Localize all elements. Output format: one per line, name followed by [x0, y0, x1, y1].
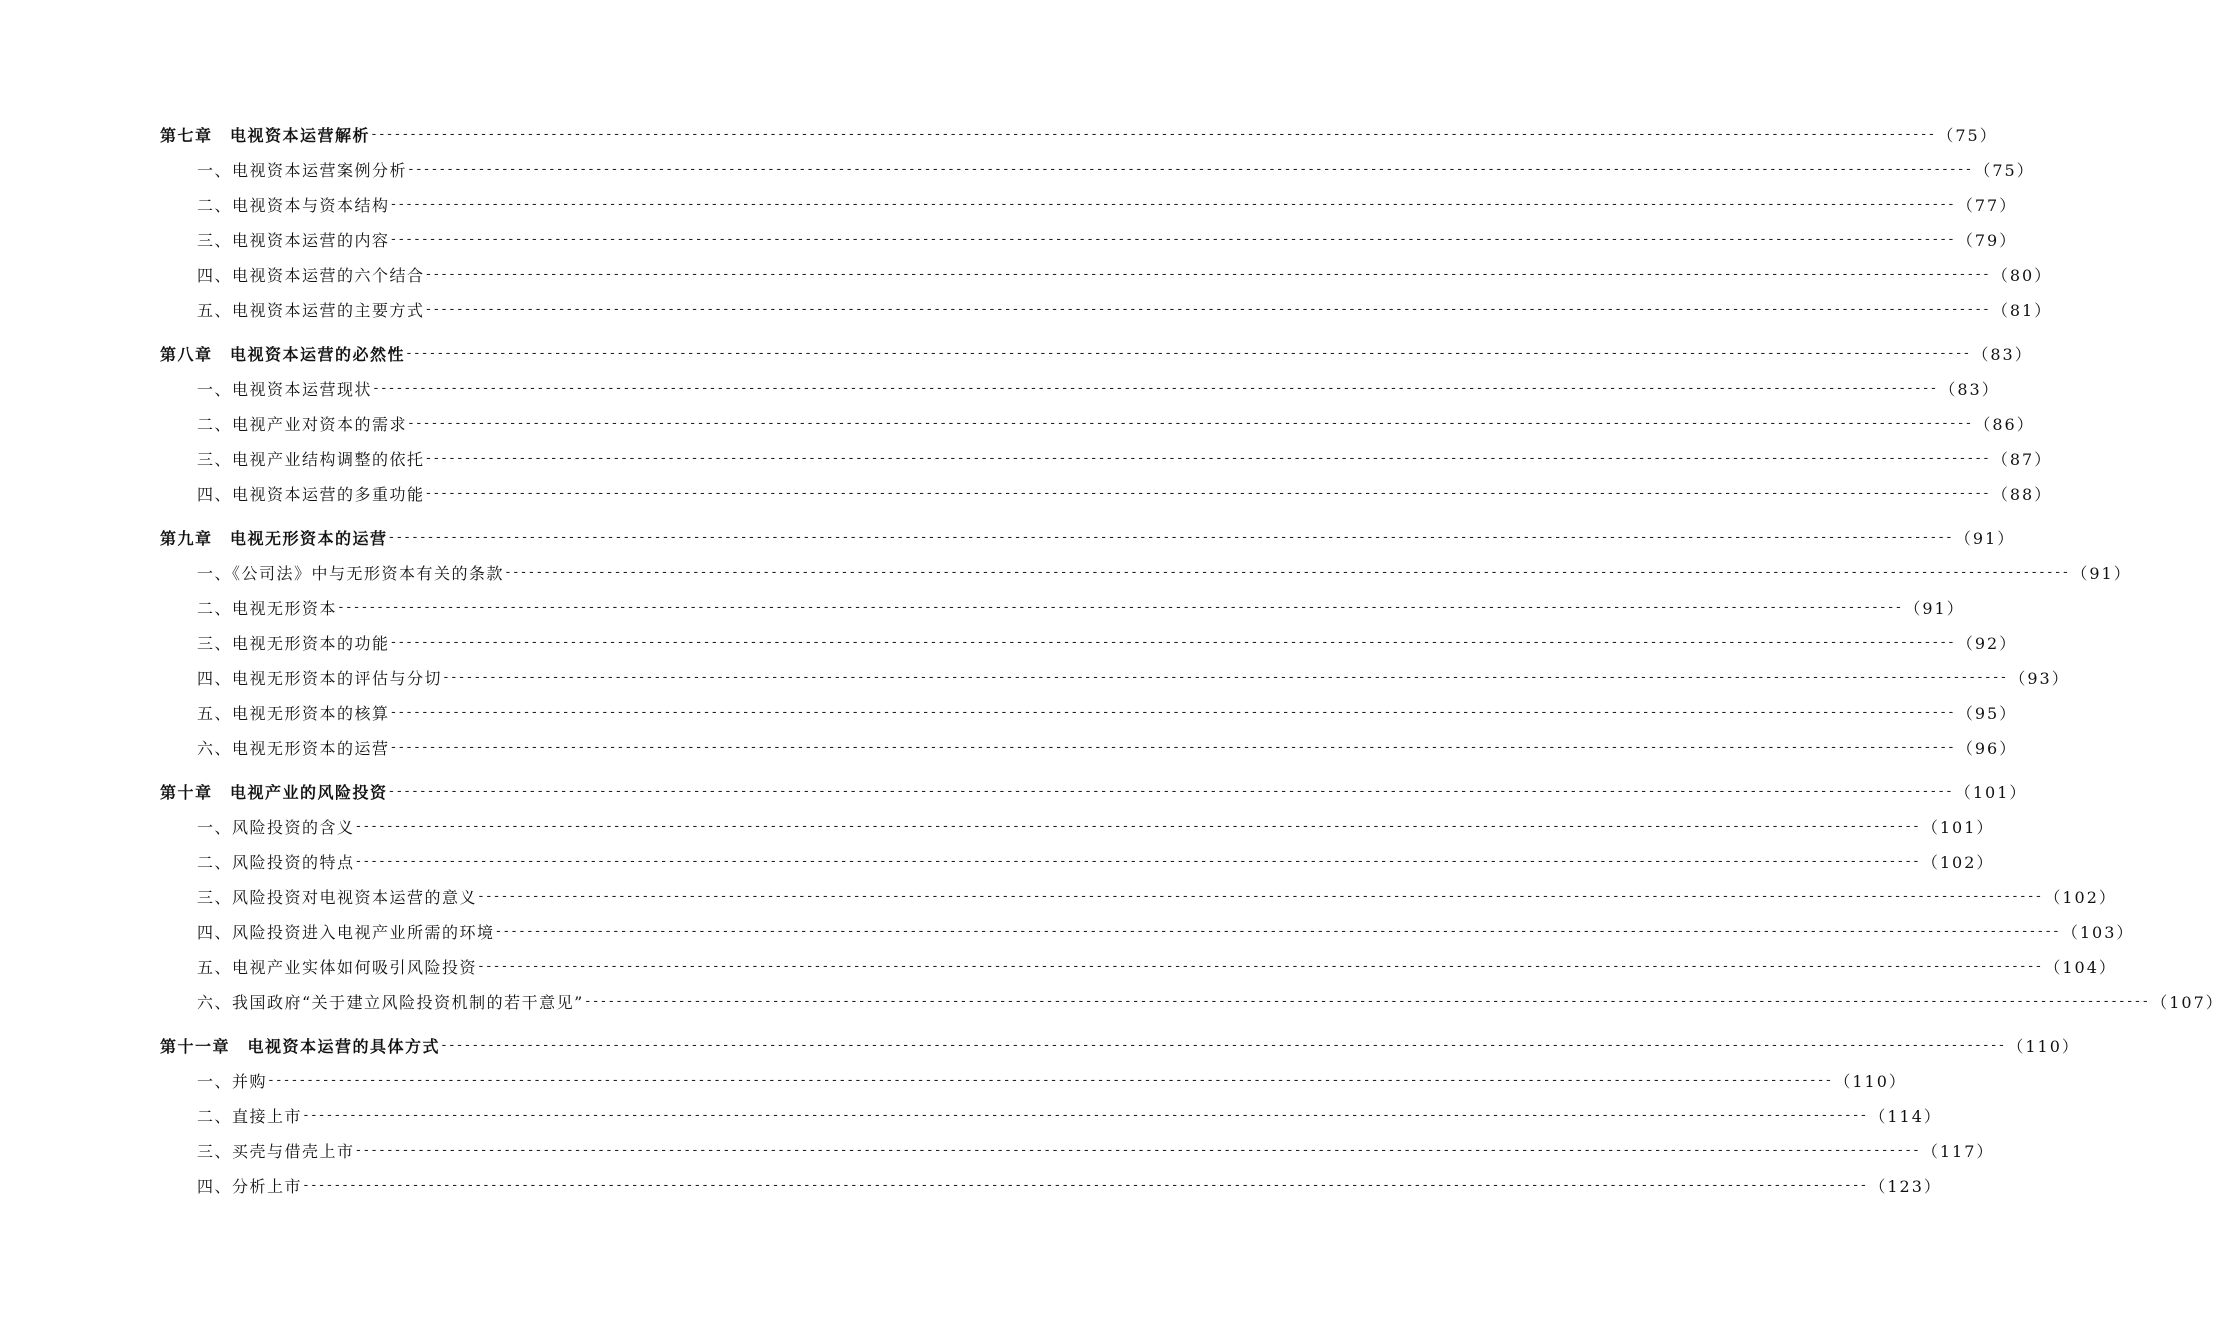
toc-section-entry-title: 六、电视无形资本的运营 [197, 739, 390, 758]
dot-leader: -------------------------------------------------------------------------------------------------------------------------------------------------------------------------------------------------------- [267, 1073, 1833, 1088]
dot-leader: -------------------------------------------------------------------------------------------------------------------------------------------------------------------------------------------------------- [337, 600, 1903, 615]
dot-leader: -------------------------------------------------------------------------------------------------------------------------------------------------------------------------------------------------------- [424, 451, 1990, 466]
toc-section-entry [160, 257, 2053, 292]
toc-section-entry-page-number: （87） [1991, 450, 2053, 469]
toc-chapter-heading-page-number: （75） [1937, 126, 1998, 145]
toc-section-entry [160, 660, 2070, 695]
dot-leader: -------------------------------------------------------------------------------------------------------------------------------------------------------------------------------------------------------- [424, 486, 1990, 501]
toc-chapter-heading-page-number: （101） [1954, 783, 2028, 802]
dot-leader: -------------------------------------------------------------------------------------------------------------------------------------------------------------------------------------------------------- [389, 197, 1955, 212]
toc-section-entry-page-number: （91） [2071, 564, 2132, 583]
toc-section-entry [160, 1168, 1942, 1203]
toc-chapter [160, 117, 2053, 327]
toc-chapter-heading [160, 774, 2028, 809]
dot-leader: -------------------------------------------------------------------------------------------------------------------------------------------------------------------------------------------------------- [387, 784, 1953, 799]
toc-section-entry-page-number: （80） [1991, 266, 2053, 285]
toc-section-entry-page-number: （102） [1921, 853, 1995, 872]
dot-leader: -------------------------------------------------------------------------------------------------------------------------------------------------------------------------------------------------------- [477, 889, 2043, 904]
toc-section-entry-page-number: （117） [1921, 1142, 1995, 1161]
dot-leader: -------------------------------------------------------------------------------------------------------------------------------------------------------------------------------------------------------- [424, 302, 1990, 317]
toc-section-entry [160, 695, 2018, 730]
toc-chapter-heading [160, 520, 2016, 555]
toc-chapter-heading [160, 117, 1998, 152]
toc-section-entry [160, 625, 2018, 660]
toc-section-entry [160, 914, 2135, 949]
toc-section-entry-page-number: （101） [1921, 818, 1995, 837]
toc-section-entry [160, 809, 1995, 844]
toc-section-entry-title: 三、风险投资对电视资本运营的意义 [197, 888, 478, 907]
toc-section-entry-page-number: （110） [1834, 1072, 1907, 1091]
toc-section-entry-title: 三、电视产业结构调整的依托 [197, 450, 425, 469]
toc-section-entry-title: 四、分析上市 [197, 1177, 303, 1196]
dot-leader: -------------------------------------------------------------------------------------------------------------------------------------------------------------------------------------------------------- [440, 1038, 2006, 1053]
toc-section-entry-page-number: （75） [1974, 161, 2035, 180]
dot-leader: -------------------------------------------------------------------------------------------------------------------------------------------------------------------------------------------------------- [389, 232, 1955, 247]
dot-leader: -------------------------------------------------------------------------------------------------------------------------------------------------------------------------------------------------------- [354, 819, 1920, 834]
toc-section-entry-title: 六、我国政府“关于建立风险投资机制的若干意见” [197, 993, 584, 1012]
toc-section-entry-page-number: （91） [1904, 599, 1965, 618]
dot-leader: -------------------------------------------------------------------------------------------------------------------------------------------------------------------------------------------------------- [504, 565, 2070, 580]
toc-section-entry [160, 984, 2224, 1019]
toc-section-entry [160, 187, 2018, 222]
toc-section-entry-title: 三、电视无形资本的功能 [197, 634, 390, 653]
toc-section-entry [160, 1063, 1907, 1098]
toc-section-entry-page-number: （114） [1869, 1107, 1942, 1126]
dot-leader: -------------------------------------------------------------------------------------------------------------------------------------------------------------------------------------------------------- [302, 1178, 1868, 1193]
dot-leader: -------------------------------------------------------------------------------------------------------------------------------------------------------------------------------------------------------- [442, 670, 2008, 685]
dot-leader: -------------------------------------------------------------------------------------------------------------------------------------------------------------------------------------------------------- [407, 416, 1973, 431]
toc-section-entry [160, 476, 2053, 511]
toc-section-entry [160, 1133, 1995, 1168]
toc-section-entry-title: 二、电视无形资本 [197, 599, 338, 618]
dot-leader: -------------------------------------------------------------------------------------------------------------------------------------------------------------------------------------------------------- [389, 740, 1955, 755]
toc-chapter-heading [160, 1028, 2080, 1063]
toc-section-entry-page-number: （86） [1974, 415, 2035, 434]
toc-section-entry-page-number: （93） [2009, 669, 2070, 688]
dot-leader: -------------------------------------------------------------------------------------------------------------------------------------------------------------------------------------------------------- [302, 1108, 1868, 1123]
dot-leader: -------------------------------------------------------------------------------------------------------------------------------------------------------------------------------------------------------- [583, 994, 2150, 1009]
dot-leader: -------------------------------------------------------------------------------------------------------------------------------------------------------------------------------------------------------- [370, 127, 1936, 142]
dot-leader: -------------------------------------------------------------------------------------------------------------------------------------------------------------------------------------------------------- [389, 635, 1955, 650]
toc-chapter-heading-title: 第十章 电视产业的风险投资 [160, 783, 388, 802]
dot-leader: -------------------------------------------------------------------------------------------------------------------------------------------------------------------------------------------------------- [372, 381, 1938, 396]
toc-chapter-heading-title: 第八章 电视资本运营的必然性 [160, 345, 406, 364]
toc-section-entry-page-number: （96） [1956, 739, 2018, 758]
toc-chapter-heading [160, 336, 2033, 371]
toc-chapter-heading-page-number: （110） [2007, 1037, 2080, 1056]
toc-section-entry-title: 四、电视资本运营的六个结合 [197, 266, 425, 285]
toc-section-entry [160, 555, 2132, 590]
toc-section-entry [160, 406, 2035, 441]
toc-chapter-heading-title: 第九章 电视无形资本的运营 [160, 529, 388, 548]
toc-section-entry-page-number: （92） [1956, 634, 2018, 653]
toc-section-entry [160, 441, 2053, 476]
toc-section-entry-title: 二、电视资本与资本结构 [197, 196, 390, 215]
toc-section-entry-title: 二、电视产业对资本的需求 [197, 415, 408, 434]
dot-leader: -------------------------------------------------------------------------------------------------------------------------------------------------------------------------------------------------------- [407, 162, 1973, 177]
toc-section-entry [160, 590, 1965, 625]
toc-chapter-heading-page-number: （83） [1972, 345, 2033, 364]
toc-section-entry [160, 292, 2053, 327]
toc-chapter-heading-title: 第十一章 电视资本运营的具体方式 [160, 1037, 441, 1056]
toc-section-entry [160, 730, 2018, 765]
toc-section-entry [160, 222, 2018, 257]
toc-chapter-heading-title: 第七章 电视资本运营解析 [160, 126, 371, 145]
dot-leader: -------------------------------------------------------------------------------------------------------------------------------------------------------------------------------------------------------- [405, 346, 1971, 361]
toc-chapter [160, 1028, 2080, 1203]
toc-section-entry-page-number: （77） [1956, 196, 2018, 215]
toc-section-entry-page-number: （95） [1956, 704, 2018, 723]
toc-section-entry [160, 152, 2035, 187]
toc-section-entry-page-number: （107） [2151, 993, 2224, 1012]
toc-section-entry-page-number: （102） [2044, 888, 2117, 907]
dot-leader: -------------------------------------------------------------------------------------------------------------------------------------------------------------------------------------------------------- [354, 854, 1920, 869]
toc-section-entry-page-number: （81） [1991, 301, 2053, 320]
dot-leader: -------------------------------------------------------------------------------------------------------------------------------------------------------------------------------------------------------- [389, 705, 1955, 720]
dot-leader: -------------------------------------------------------------------------------------------------------------------------------------------------------------------------------------------------------- [477, 959, 2043, 974]
toc-section-entry-page-number: （79） [1956, 231, 2018, 250]
toc-section-entry-title: 四、电视资本运营的多重功能 [197, 485, 425, 504]
toc-section-entry-title: 五、电视无形资本的核算 [197, 704, 390, 723]
toc-section-entry [160, 879, 2117, 914]
toc-section-entry-title: 三、买壳与借壳上市 [197, 1142, 355, 1161]
dot-leader: -------------------------------------------------------------------------------------------------------------------------------------------------------------------------------------------------------- [354, 1143, 1920, 1158]
toc-section-entry [160, 371, 2000, 406]
toc-section-entry [160, 1098, 1942, 1133]
toc-section-entry-title: 四、电视无形资本的评估与分切 [197, 669, 443, 688]
toc-section-entry-title: 二、直接上市 [197, 1107, 303, 1126]
dot-leader: -------------------------------------------------------------------------------------------------------------------------------------------------------------------------------------------------------- [424, 267, 1990, 282]
toc-section-entry-page-number: （123） [1869, 1177, 1942, 1196]
toc-section-entry-title: 二、风险投资的特点 [197, 853, 355, 872]
toc-chapter [160, 336, 2053, 511]
toc-section-entry-title: 三、电视资本运营的内容 [197, 231, 390, 250]
toc-section-entry-page-number: （103） [2061, 923, 2135, 942]
toc-chapter [160, 520, 2132, 765]
toc-section-entry-title: 一、电视资本运营案例分析 [197, 161, 408, 180]
dot-leader: -------------------------------------------------------------------------------------------------------------------------------------------------------------------------------------------------------- [494, 924, 2060, 939]
toc-section-entry-page-number: （88） [1991, 485, 2053, 504]
toc-section-entry-title: 一、《公司法》中与无形资本有关的条款 [197, 564, 505, 583]
toc-section-entry [160, 844, 1995, 879]
toc-section-entry-title: 一、风险投资的含义 [197, 818, 355, 837]
toc-section-entry-title: 五、电视产业实体如何吸引风险投资 [197, 958, 478, 977]
toc-section-entry-title: 四、风险投资进入电视产业所需的环境 [197, 923, 495, 942]
dot-leader: -------------------------------------------------------------------------------------------------------------------------------------------------------------------------------------------------------- [387, 530, 1953, 545]
toc-section-entry-title: 一、电视资本运营现状 [197, 380, 373, 399]
toc-chapter-heading-page-number: （91） [1954, 529, 2016, 548]
toc-section-entry [160, 949, 2117, 984]
toc-section-entry-title: 一、并购 [197, 1072, 268, 1091]
table-of-contents [160, 117, 2224, 1212]
toc-section-entry-title: 五、电视资本运营的主要方式 [197, 301, 425, 320]
toc-chapter [160, 774, 2224, 1019]
toc-section-entry-page-number: （104） [2044, 958, 2117, 977]
toc-section-entry-page-number: （83） [1939, 380, 2000, 399]
